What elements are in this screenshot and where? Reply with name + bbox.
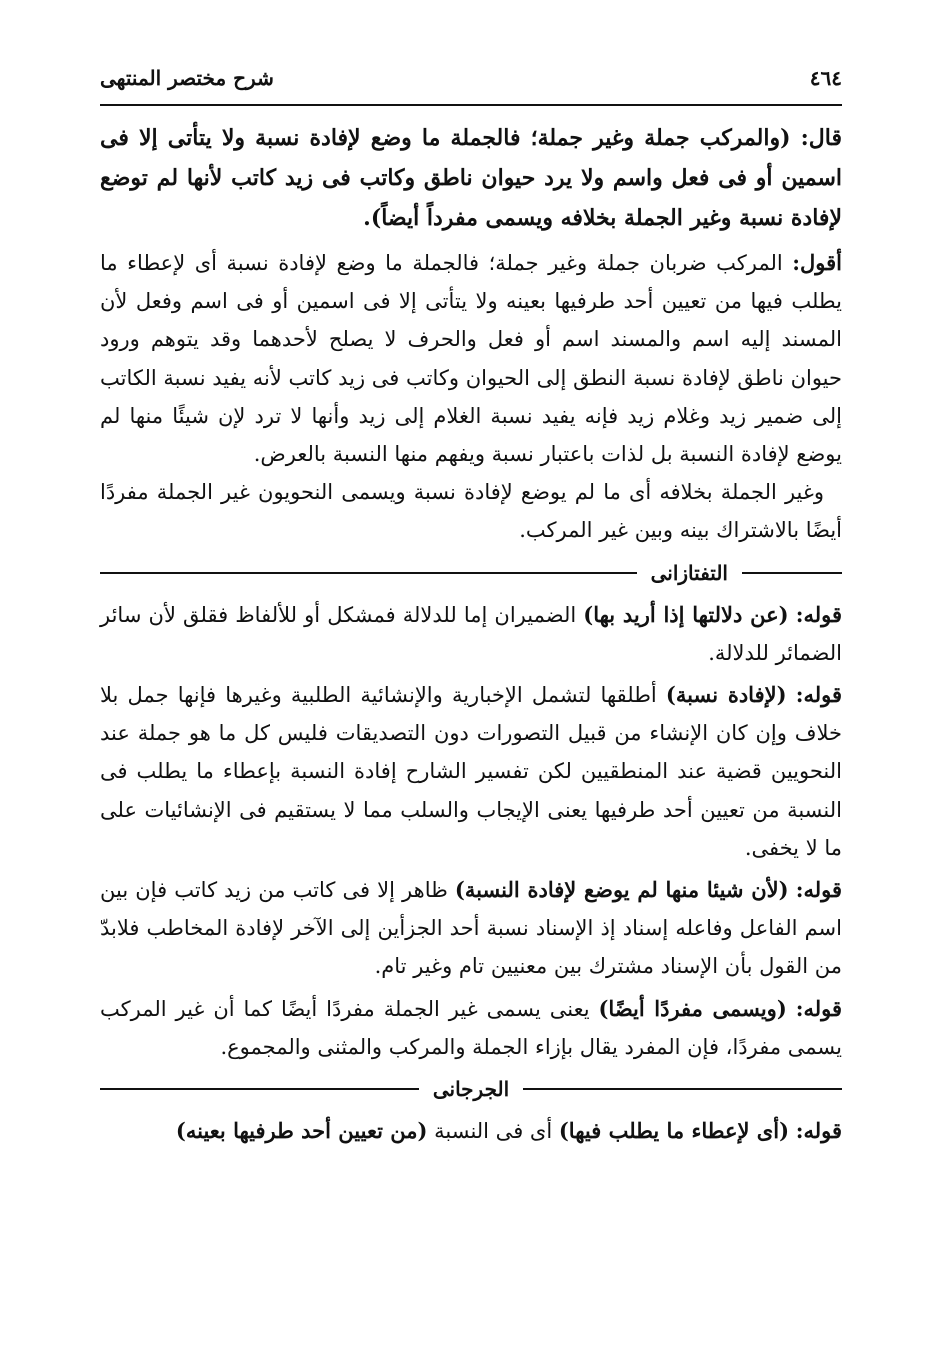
matn-lead: قال: (800, 125, 842, 151)
commentary-lead: قوله: (795, 601, 842, 627)
commentary-quote: (من تعيين أحد طرفيها بعينه) (175, 1118, 428, 1144)
commentary-text: ظاهر إلا فى كاتب من زيد كاتب فإن بين اسم الفاعل وفاعله إسناد إذ الإسناد نسبة أحد الجزأين إلى الآخر لإفادة المخاطب فلابدّ من القول بأن الإسناد مشترك بين معنيين تام وغير تام. (100, 878, 842, 979)
sharh-text: وغير الجملة بخلافه أى ما لم يوضع لإفادة نسبة ويسمى النحويون غير الجملة مفردًا أيضًا بالاشتراك بينه وبين غير المركب. (100, 480, 842, 543)
divider-rule (100, 1088, 419, 1090)
commentary-paragraph (100, 1112, 842, 1150)
sharh-paragraph (100, 244, 842, 473)
commentary-quote: (ويسمى مفردًا أيضًا) (598, 995, 787, 1021)
commentary-text: يعنى يسمى غير الجملة مفردًا أيضًا كما أن غير المركب يسمى مفردًا، فإن المفرد يقال بإزاء الجملة والمركب والمثنى والمجموع. (100, 996, 842, 1059)
matn-text: (والمركب جملة وغير جملة؛ فالجملة ما وضع لإفادة نسبة ولا يتأتى إلا فى اسمين أو فى فعل واسم ولا يرد حيوان ناطق وكاتب فى زيد كاتب لأنها لم توضع لإفادة نسبة وغير الجملة بخلافه ويسمى مفرداً أيضاً). (100, 125, 842, 231)
sharh-lead: أقول: (792, 250, 842, 275)
sharh-paragraph (100, 473, 842, 549)
commentary-text: أى فى النسبة (434, 1119, 553, 1144)
commentary-lead: قوله: (795, 877, 842, 903)
section-divider-jurjani (100, 1072, 842, 1106)
section-label: الجرجانى (432, 1077, 510, 1102)
commentary-quote: (عن دلالتها إذا أريد بها) (583, 601, 789, 627)
commentary-paragraph (100, 990, 842, 1066)
divider-rule (100, 572, 637, 574)
commentary-quote: (لإفادة نسبة) (665, 682, 787, 708)
commentary-text: الضميران إما للدلالة فمشكل أو للألفاظ فقلق لأن سائر الضمائر للدلالة. (100, 602, 842, 665)
commentary-quote: (أى لإعطاء ما يطلب فيها) (558, 1118, 790, 1144)
book-page (100, 60, 842, 1310)
commentary-text: أطلقها لتشمل الإخبارية والإنشائية الطلبية وغيرها فإنها جمل بلا خلاف وإن كان الإنشاء من قبيل التصورات دون التصديقات فليس كل ما هو جملة عند النحويين قضية عند المنطقيين لكن تفسير الشارح إفادة النسبة بإعطاء ما يطلب فى النسبة من تعيين أحد طرفيها يعنى الإيجاب والسلب مما لا يستقيم فى الإنشائيات على ما لا يخفى. (100, 683, 842, 860)
divider-rule (523, 1088, 842, 1090)
book-title: شرح مختصر المنتهى (100, 66, 274, 90)
commentary-lead: قوله: (795, 682, 842, 708)
page-number: ٤٦٤ (809, 66, 842, 90)
sharh-text: المركب ضربان جملة وغير جملة؛ فالجملة ما وضع لإفادة نسبة أى لإعطاء ما يطلب فيها من تعيين أحد طرفيها بعينه ولا يتأتى إلا فى اسمين أو فى اسم وفعل لأن المسند إليه اسم والمسند اسم أو فعل والحرف لا يصلح لأحدهما وقد يتوهم ورود حيوان ناطق لإفادة نسبة النطق إلى الحيوان وكاتب فى زيد كاتب لأنه يفيد نسبة الكاتب إلى ضمير زيد وغلام زيد فإنه يفيد نسبة الغلام إلى زيد وأنها لا ترد لإن شيئًا منها لم يوضع لإفادة النسبة بل لذات باعتبار نسبة ويفهم منها النسبة بالعرض. (100, 251, 842, 467)
commentary-paragraph (100, 871, 842, 986)
commentary-quote: (لأن شيئا منها لم يوضع لإفادة النسبة) (454, 877, 789, 903)
running-header (100, 60, 842, 106)
commentary-paragraph (100, 596, 842, 672)
section-label: التفتازانى (650, 560, 728, 585)
matn-paragraph (100, 118, 842, 238)
commentary-lead: قوله: (795, 1118, 842, 1144)
divider-rule (742, 572, 842, 574)
section-divider-taftazani (100, 556, 842, 590)
commentary-paragraph (100, 676, 842, 867)
commentary-lead: قوله: (795, 995, 842, 1021)
